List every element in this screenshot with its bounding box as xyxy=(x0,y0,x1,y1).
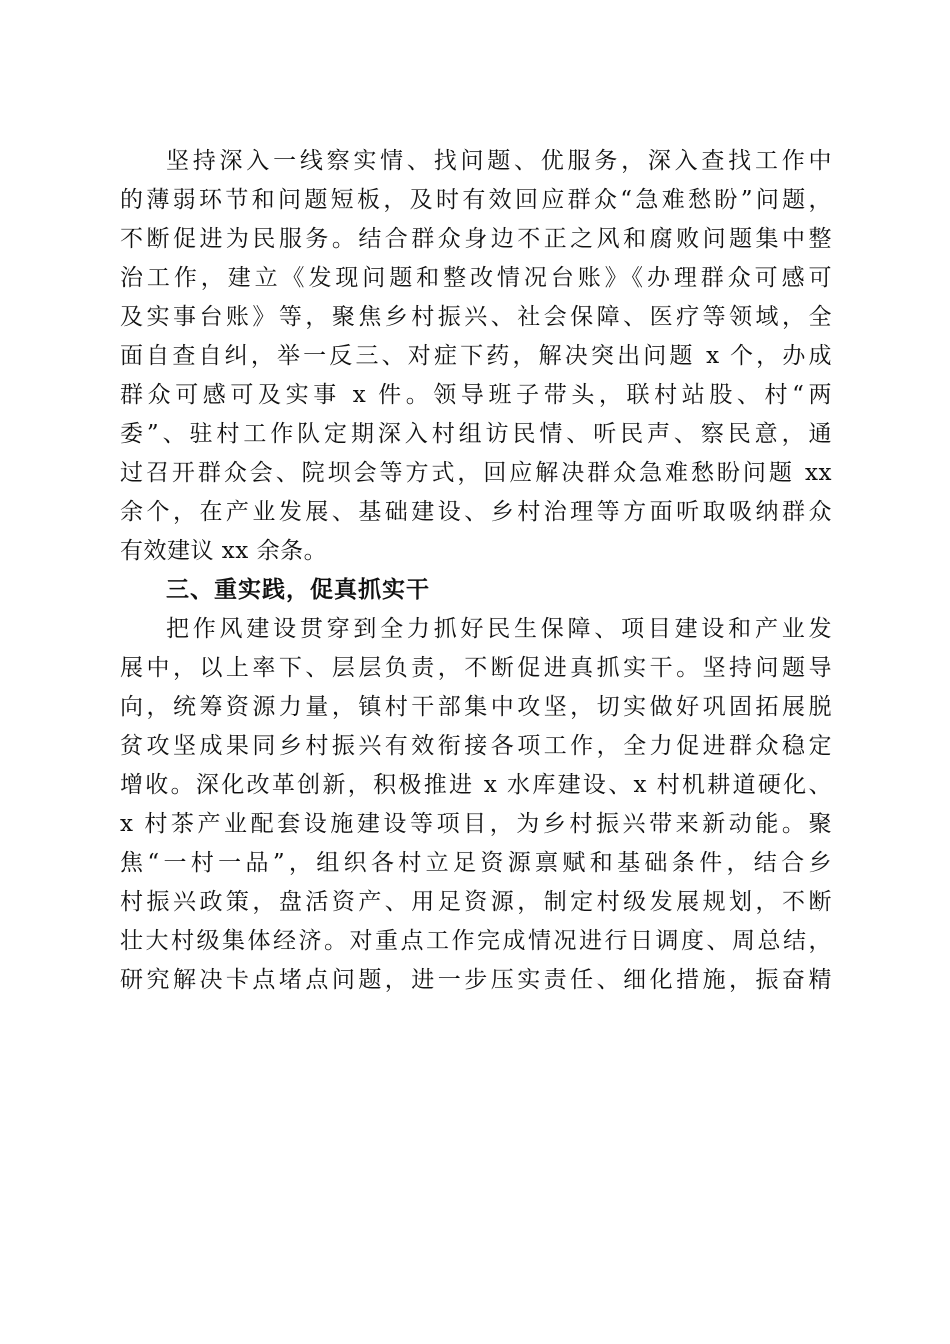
paragraph-line: 群众可感可及实事 x 件。领导班子带头，联村站股、村“两 xyxy=(120,382,832,408)
paragraph-line: 过召开群众会、院坝会等方式，回应解决群众急难愁盼问题 xx xyxy=(120,460,832,486)
paragraph-line: 贫攻坚成果同乡村振兴有效衔接各项工作，全力促进群众稳定 xyxy=(120,733,832,759)
paragraph-line: 余个，在产业发展、基础建设、乡村治理等方面听取吸纳群众 xyxy=(120,499,832,525)
paragraph-line: 委”、驻村工作队定期深入村组访民情、听民声、察民意，通 xyxy=(120,421,832,447)
paragraph-line: x 村茶产业配套设施建设等项目，为乡村振兴带来新动能。聚 xyxy=(120,811,832,837)
paragraph-line: 面自查自纠，举一反三、对症下药，解决突出问题 x 个，办成 xyxy=(120,343,832,369)
paragraph-line: 焦“一村一品”，组织各村立足资源禀赋和基础条件，结合乡 xyxy=(120,850,832,876)
paragraph-line: 的薄弱环节和问题短板，及时有效回应群众“急难愁盼”问题， xyxy=(120,187,832,213)
paragraph-line: 不断促进为民服务。结合群众身边不正之风和腐败问题集中整 xyxy=(120,226,832,252)
paragraph-line: 展中，以上率下、层层负责，不断促进真抓实干。坚持问题导 xyxy=(120,655,832,681)
paragraph-line: 向，统筹资源力量，镇村干部集中攻坚，切实做好巩固拓展脱 xyxy=(120,694,832,720)
paragraph-line: 及实事台账》等，聚焦乡村振兴、社会保障、医疗等领域，全 xyxy=(120,304,832,330)
paragraph-line: 治工作，建立《发现问题和整改情况台账》《办理群众可感可 xyxy=(120,265,832,291)
paragraph-line: 壮大村级集体经济。对重点工作完成情况进行日调度、周总结， xyxy=(120,928,832,954)
paragraph-line: 坚持深入一线察实情、找问题、优服务，深入查找工作中 xyxy=(166,148,832,174)
section-heading: 三、重实践，促真抓实干 xyxy=(166,577,430,603)
paragraph-line: 把作风建设贯穿到全力抓好民生保障、项目建设和产业发 xyxy=(166,616,832,642)
paragraph-line: 村振兴政策，盘活资产、用足资源，制定村级发展规划，不断 xyxy=(120,889,832,915)
document-body xyxy=(120,142,832,1000)
paragraph-line: 有效建议 xx 余条。 xyxy=(120,538,328,564)
paragraph-line: 增收。深化改革创新，积极推进 x 水库建设、x 村机耕道硬化、 xyxy=(120,772,832,798)
paragraph-line: 研究解决卡点堵点问题，进一步压实责任、细化措施，振奋精 xyxy=(120,967,832,993)
